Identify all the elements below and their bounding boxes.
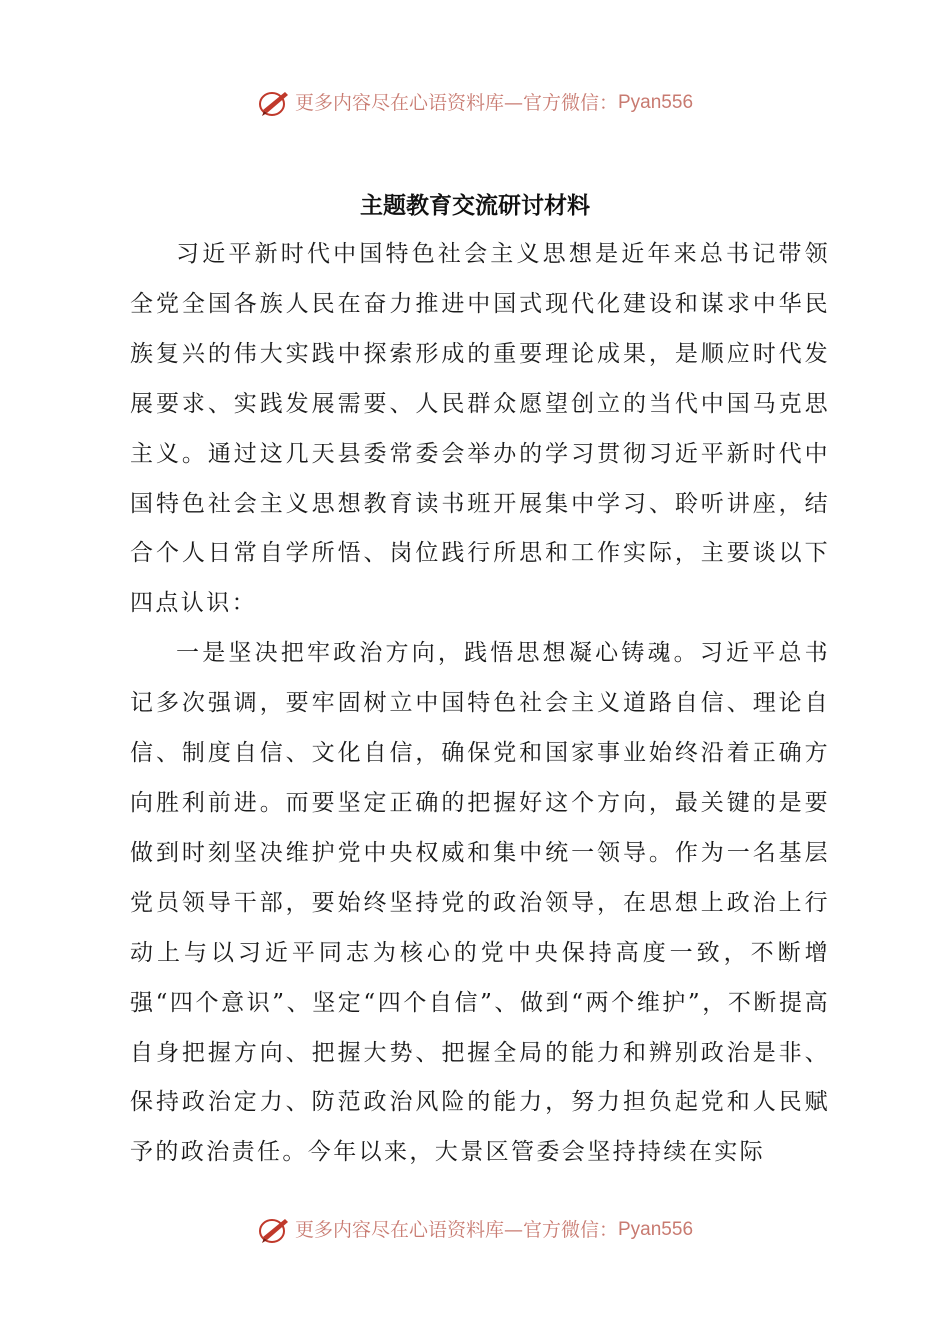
- body-paragraph: 习近平新时代中国特色社会主义思想是近年来总书记带领全党全国各族人民在奋力推进中国式现代化建设和谋求中华民族复兴的伟大实践中探索形成的重要理论成果，是顺应时代发展要求、实践发展需要、人民群众愿望创立的当代中国马克思主义。通过这几天县委常委会举办的学习贯彻习近平新时代中国特色社会主义思想教育读书班开展集中学习、聆听讲座，结合个人日常自学所悟、岗位践行所思和工作实际，主要谈以下四点认识：: [130, 241, 830, 617]
- document-body: [130, 230, 830, 1178]
- pen-logo-icon: [257, 1215, 291, 1245]
- document-title: 主题教育交流研讨材料: [360, 192, 590, 219]
- footer-wechat-id: Pyan556: [618, 1219, 694, 1240]
- pen-logo-icon: [257, 88, 291, 118]
- header-wechat-id: Pyan556: [618, 92, 694, 113]
- footer-banner-text: 更多内容尽在心语资料库—官方微信：: [294, 1219, 618, 1241]
- footer-banner: [0, 1215, 950, 1245]
- body-paragraph: 一是坚决把牢政治方向，践悟思想凝心铸魂。习近平总书记多次强调，要牢固树立中国特色社会主义道路自信、理论自信、制度自信、文化自信，确保党和国家事业始终沿着正确方向胜利前进。而要坚定正确的把握好这个方向，最关键的是要做到时刻坚决维护党中央权威和集中统一领导。作为一名基层党员领导干部，要始终坚持党的政治领导，在思想上政治上行动上与以习近平同志为核心的党中央保持高度一致，不断增强“四个意识”、坚定“四个自信”、做到“两个维护”，不断提高自身把握方向、把握大势、把握全局的能力和辨别政治是非、保持政治定力、防范政治风险的能力，努力担负起党和人民赋予的政治责任。今年以来，大景区管委会坚持持续在实际: [130, 640, 830, 1166]
- header-banner: [0, 88, 950, 118]
- header-banner-text: 更多内容尽在心语资料库—官方微信：: [294, 92, 618, 114]
